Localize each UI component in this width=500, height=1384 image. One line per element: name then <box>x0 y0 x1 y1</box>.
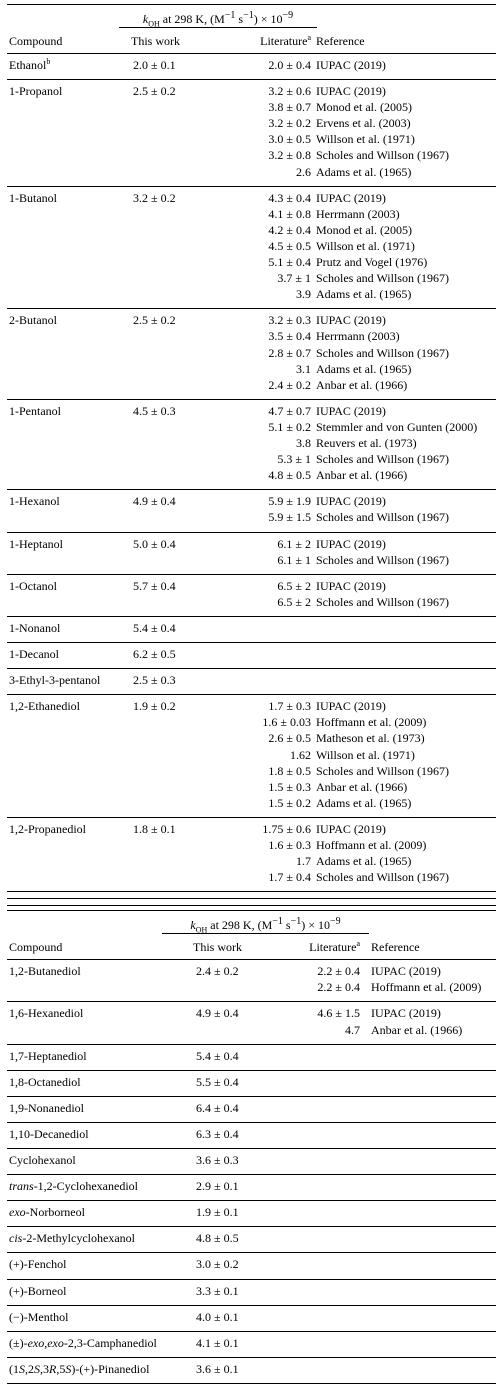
reference-cell: IUPAC (2019) <box>316 494 386 509</box>
literature-cell: 3.2 ± 0.6 <box>268 84 311 99</box>
this-work-cell: 4.9 ± 0.4 <box>196 1006 239 1021</box>
literature-cell: 3.1 <box>296 361 311 376</box>
reference-cell: Scholes and Willson (1967) <box>316 552 449 567</box>
literature-cell: 2.2 ± 0.4 <box>317 964 360 979</box>
reference-cell: Scholes and Willson (1967) <box>316 870 449 885</box>
compound-cell: 1-Decanol <box>9 647 59 662</box>
literature-cell: 1.8 ± 0.5 <box>268 763 311 778</box>
compound-header: Compound <box>9 34 63 48</box>
reference-cell: Anbar et al. (1966) <box>316 468 408 483</box>
this-work-cell: 5.4 ± 0.4 <box>196 1048 239 1063</box>
reference-cell: Hoffmann et al. (2009) <box>316 715 427 730</box>
literature-cell: 3.8 <box>296 436 311 451</box>
reference-cell: IUPAC (2019) <box>316 821 386 836</box>
table-row <box>7 400 496 490</box>
literature-cell: 6.1 ± 2 <box>277 536 311 551</box>
reference-cell: Willson et al. (1971) <box>316 132 415 147</box>
literature-cell: 2.8 ± 0.7 <box>268 345 311 360</box>
literature-cell: 2.0 ± 0.4 <box>268 58 311 72</box>
this-work-header: This work <box>131 34 180 48</box>
table-row <box>7 1175 496 1200</box>
literature-cell: 3.9 <box>296 287 311 302</box>
compound-cell: 1,2-Ethanediol <box>9 699 80 714</box>
literature-cell: 3.0 ± 0.5 <box>268 132 311 147</box>
literature-cell: 5.1 ± 0.4 <box>268 255 311 270</box>
literature-cell: 1.7 ± 0.3 <box>268 699 311 714</box>
compound-cell: exo-Norborneol <box>9 1205 85 1220</box>
rate-constant-header-rule <box>162 933 369 934</box>
reference-cell: Monod et al. (2005) <box>316 100 412 115</box>
literature-cell: 6.1 ± 1 <box>277 552 311 567</box>
reference-cell: Scholes and Willson (1967) <box>316 763 449 778</box>
reference-cell: Herrmann (2003) <box>316 206 400 221</box>
reference-cell: Hoffmann et al. (2009) <box>316 838 427 852</box>
literature-cell: 2.2 ± 0.4 <box>317 980 360 995</box>
reference-cell: Willson et al. (1971) <box>316 238 415 253</box>
reference-cell: IUPAC (2019) <box>316 699 386 714</box>
table-separator <box>7 898 496 906</box>
this-work-cell: 4.9 ± 0.4 <box>133 494 176 509</box>
table-bottom-rule <box>7 891 496 892</box>
table-row <box>7 1149 496 1174</box>
reference-cell: Adams et al. (1965) <box>316 164 412 179</box>
this-work-cell: 2.5 ± 0.2 <box>133 313 176 328</box>
table-row <box>7 960 496 1001</box>
compound-cell: (1S,2S,3R,5S)-(+)-Pinanediol <box>9 1361 150 1376</box>
this-work-cell: 6.4 ± 0.4 <box>196 1100 239 1115</box>
table-header <box>7 5 496 53</box>
table-row <box>7 1358 496 1383</box>
literature-cell: 1.75 ± 0.6 <box>262 821 311 836</box>
this-work-cell: 3.6 ± 0.3 <box>196 1153 239 1168</box>
literature-cell: 3.2 ± 0.8 <box>268 148 311 163</box>
compound-cell: 1-Heptanol <box>9 536 63 551</box>
compound-cell: trans-1,2-Cyclohexanediol <box>9 1179 138 1194</box>
reference-cell: Willson et al. (1971) <box>316 747 415 762</box>
literature-cell: 4.7 ± 0.7 <box>268 403 311 418</box>
literature-cell: 2.6 ± 0.5 <box>268 731 311 746</box>
compound-cell: 1-Butanol <box>9 190 57 205</box>
literature-cell: 3.8 ± 0.7 <box>268 100 311 115</box>
this-work-cell: 6.2 ± 0.5 <box>133 647 176 662</box>
literature-cell: 1.7 <box>296 854 311 869</box>
literature-cell: 4.6 ± 1.5 <box>317 1006 360 1021</box>
reference-cell: IUPAC (2019) <box>316 403 386 418</box>
rate-constant-header: $k_{OH}$ at 298 K, ($M^{-1}$ $s^{-1}) \times 10^{-9}$ <box>142 10 294 29</box>
reference-cell: Reuvers et al. (1973) <box>316 436 417 451</box>
this-work-cell: 4.1 ± 0.1 <box>196 1335 239 1350</box>
this-work-cell: 3.2 ± 0.2 <box>133 190 176 205</box>
this-work-cell: 2.0 ± 0.1 <box>133 58 176 72</box>
literature-cell: 5.9 ± 1.5 <box>268 510 311 525</box>
this-work-cell: 4.8 ± 0.5 <box>196 1231 239 1246</box>
reference-header: Reference <box>316 34 365 48</box>
rate-constant-header: $k_{OH}$ at 298 K, ($M^{-1}$ $s^{-1}) \times 10^{-9}$ <box>190 916 341 935</box>
table-row <box>7 617 496 642</box>
literature-cell: 4.8 ± 0.5 <box>268 468 311 483</box>
table-2 <box>7 910 496 1384</box>
reference-cell: Herrmann (2003) <box>316 329 400 344</box>
reference-cell: Scholes and Willson (1967) <box>316 594 449 609</box>
literature-cell: 3.2 ± 0.2 <box>268 116 311 131</box>
literature-cell: 3.5 ± 0.4 <box>268 329 311 344</box>
this-work-cell: 3.6 ± 0.1 <box>196 1361 239 1376</box>
compound-cell: 1,9-Nonanediol <box>9 1100 84 1115</box>
this-work-header: This work <box>193 940 242 955</box>
table-row <box>7 1123 496 1148</box>
this-work-cell: 5.0 ± 0.4 <box>133 536 176 551</box>
reference-cell: Adams et al. (1965) <box>316 795 412 810</box>
reference-cell: IUPAC (2019) <box>371 1006 441 1021</box>
literature-cell: 1.62 <box>290 747 311 762</box>
compound-cell: cis-2-Methylcyclohexanol <box>9 1231 135 1246</box>
reference-cell: Ervens et al. (2003) <box>316 116 411 131</box>
table-row <box>7 1002 496 1043</box>
table-row <box>7 490 496 531</box>
literature-header: Literature$^a$ <box>260 33 311 48</box>
reference-cell: Anbar et al. (1966) <box>316 377 408 392</box>
literature-cell: 2.4 ± 0.2 <box>268 377 311 392</box>
reference-cell: Adams et al. (1965) <box>316 854 412 869</box>
table-row <box>7 1280 496 1305</box>
table-row <box>7 80 496 186</box>
this-work-cell: 5.5 ± 0.4 <box>196 1074 239 1089</box>
compound-cell: (±)-exo,exo-2,3-Camphanediol <box>9 1335 157 1350</box>
literature-cell: 6.5 ± 2 <box>277 578 311 593</box>
reference-cell: Monod et al. (2005) <box>316 222 412 237</box>
literature-cell: 1.6 ± 0.03 <box>262 715 311 730</box>
reference-cell: IUPAC (2019) <box>316 58 386 72</box>
compound-cell: 1-Nonanol <box>9 620 61 635</box>
literature-cell: 2.6 <box>296 164 311 179</box>
compound-cell: Cyclohexanol <box>9 1153 76 1168</box>
literature-cell: 1.5 ± 0.2 <box>268 795 311 810</box>
literature-header: Literature$^a$ <box>309 939 360 955</box>
table-row <box>7 1097 496 1122</box>
reference-cell: Hoffmann et al. (2009) <box>371 980 482 995</box>
compound-cell: 1-Pentanol <box>9 403 61 418</box>
compound-cell: 1-Octanol <box>9 578 57 593</box>
literature-cell: 4.5 ± 0.5 <box>268 238 311 253</box>
this-work-cell: 1.8 ± 0.1 <box>133 821 176 836</box>
reference-cell: IUPAC (2019) <box>371 964 441 979</box>
reference-cell: Scholes and Willson (1967) <box>316 510 449 525</box>
rate-constant-header-rule <box>119 27 317 28</box>
reference-cell: Scholes and Willson (1967) <box>316 452 449 467</box>
table-row <box>7 1045 496 1070</box>
reference-cell: Matheson et al. (1973) <box>316 731 425 746</box>
table-row <box>7 54 496 79</box>
table-row <box>7 695 496 817</box>
this-work-cell: 5.4 ± 0.4 <box>133 620 176 635</box>
literature-cell: 1.7 ± 0.4 <box>268 870 311 885</box>
table-row <box>7 575 496 616</box>
reference-cell: IUPAC (2019) <box>316 313 386 328</box>
this-work-cell: 3.3 ± 0.1 <box>196 1283 239 1298</box>
this-work-cell: 1.9 ± 0.1 <box>196 1205 239 1220</box>
compound-cell: 1,7-Heptanediol <box>9 1048 87 1063</box>
literature-cell: 5.9 ± 1.9 <box>268 494 311 509</box>
table-1 <box>7 4 496 892</box>
reference-cell: Stemmler and von Gunten (2000) <box>316 419 478 434</box>
compound-cell: 2-Butanol <box>9 313 57 328</box>
reference-cell: Adams et al. (1965) <box>316 287 412 302</box>
reference-cell: Adams et al. (1965) <box>316 361 412 376</box>
this-work-cell: 3.0 ± 0.2 <box>196 1257 239 1272</box>
literature-cell: 3.7 ± 1 <box>277 271 311 286</box>
this-work-cell: 1.9 ± 0.2 <box>133 699 176 714</box>
compound-cell: 3-Ethyl-3-pentanol <box>9 673 101 688</box>
table-row <box>7 1227 496 1252</box>
reference-cell: Prutz and Vogel (1976) <box>316 255 428 270</box>
compound-cell: 1,6-Hexanediol <box>9 1006 84 1021</box>
literature-cell: 6.5 ± 2 <box>277 594 311 609</box>
reference-cell: IUPAC (2019) <box>316 190 386 205</box>
compound-cell: 1,2-Butanediol <box>9 964 81 979</box>
compound-cell: 1,10-Decanediol <box>9 1126 89 1141</box>
compound-cell: (−)-Menthol <box>9 1309 69 1324</box>
table-row <box>7 1332 496 1357</box>
reference-header: Reference <box>371 940 420 955</box>
compound-cell: (+)-Fenchol <box>9 1257 67 1272</box>
reference-cell: Scholes and Willson (1967) <box>316 271 449 286</box>
this-work-cell: 2.9 ± 0.1 <box>196 1179 239 1194</box>
table-row <box>7 187 496 309</box>
this-work-cell: 4.0 ± 0.1 <box>196 1309 239 1324</box>
literature-cell: 1.5 ± 0.3 <box>268 779 311 794</box>
this-work-cell: 2.5 ± 0.2 <box>133 84 176 99</box>
table-row <box>7 1071 496 1096</box>
this-work-cell: 2.4 ± 0.2 <box>196 964 239 979</box>
table-row <box>7 1201 496 1226</box>
table-row <box>7 818 496 891</box>
table-row <box>7 309 496 399</box>
compound-cell: 1-Propanol <box>9 84 63 99</box>
compound-cell: Ethanol$^b$ <box>9 57 51 72</box>
literature-cell: 3.2 ± 0.3 <box>268 313 311 328</box>
table-header <box>7 911 496 959</box>
table-row <box>7 669 496 694</box>
compound-cell: (+)-Borneol <box>9 1283 67 1298</box>
this-work-cell: 4.5 ± 0.3 <box>133 403 176 418</box>
reference-cell: IUPAC (2019) <box>316 578 386 593</box>
literature-cell: 4.7 <box>345 1022 360 1037</box>
literature-cell: 4.3 ± 0.4 <box>268 190 311 205</box>
literature-cell: 1.6 ± 0.3 <box>268 838 311 852</box>
reference-cell: IUPAC (2019) <box>316 536 386 551</box>
table-row <box>7 1253 496 1278</box>
this-work-cell: 2.5 ± 0.3 <box>133 673 176 688</box>
compound-cell: 1,2-Propanediol <box>9 821 86 836</box>
compound-cell: 1-Hexanol <box>9 494 60 509</box>
this-work-cell: 5.7 ± 0.4 <box>133 578 176 593</box>
table-row <box>7 643 496 668</box>
reference-cell: Scholes and Willson (1967) <box>316 148 449 163</box>
reference-cell: Scholes and Willson (1967) <box>316 345 449 360</box>
literature-cell: 5.1 ± 0.2 <box>268 419 311 434</box>
table-row <box>7 533 496 574</box>
reference-cell: Anbar et al. (1966) <box>316 779 408 794</box>
literature-cell: 5.3 ± 1 <box>277 452 311 467</box>
reference-cell: Anbar et al. (1966) <box>371 1022 463 1037</box>
this-work-cell: 6.3 ± 0.4 <box>196 1126 239 1141</box>
compound-cell: 1,8-Octanediol <box>9 1074 81 1089</box>
table-row <box>7 1306 496 1331</box>
literature-cell: 4.2 ± 0.4 <box>268 222 311 237</box>
compound-header: Compound <box>9 940 63 955</box>
reference-cell: IUPAC (2019) <box>316 84 386 99</box>
literature-cell: 4.1 ± 0.8 <box>268 206 311 221</box>
